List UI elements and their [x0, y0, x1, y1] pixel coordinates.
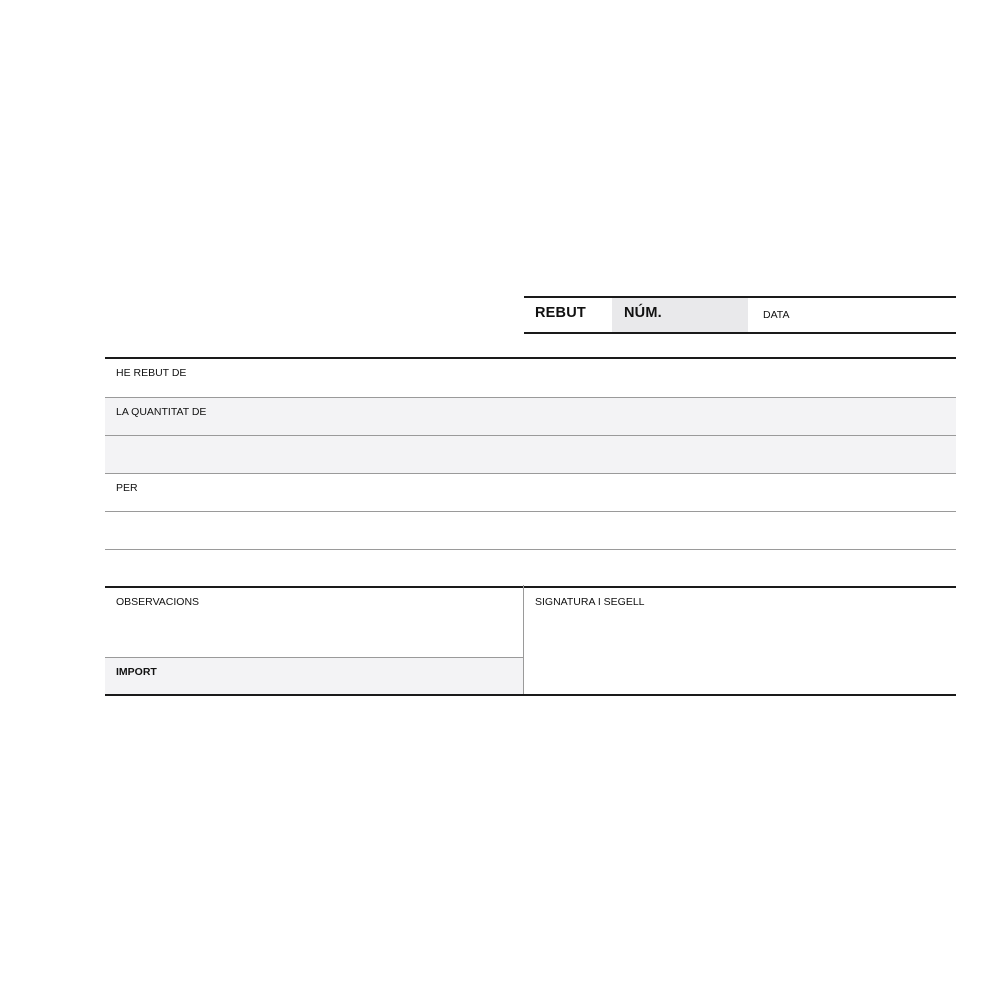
receipt-title: REBUT	[535, 305, 586, 321]
amount-label: LA QUANTITAT DE	[116, 406, 207, 418]
receipt-footer	[105, 585, 956, 696]
signature-field[interactable]	[524, 585, 956, 694]
concept-label: PER	[116, 482, 138, 494]
date-label: DATA	[763, 309, 790, 321]
concept-continuation-row-2[interactable]	[105, 550, 956, 588]
received-from-label: HE REBUT DE	[116, 367, 187, 379]
received-from-row[interactable]	[105, 359, 956, 398]
import-label: IMPORT	[116, 666, 157, 678]
receipt-number-label: NÚM.	[624, 305, 662, 321]
observations-label: OBSERVACIONS	[116, 596, 200, 608]
receipt-body	[105, 357, 956, 586]
receipt-header	[524, 296, 956, 334]
amount-continuation-row[interactable]	[105, 436, 956, 474]
import-field[interactable]	[105, 658, 524, 694]
amount-row[interactable]	[105, 398, 956, 436]
signature-label: SIGNATURA I SEGELL	[535, 596, 645, 608]
observations-field[interactable]	[105, 585, 524, 658]
concept-continuation-row[interactable]	[105, 512, 956, 550]
concept-row[interactable]	[105, 474, 956, 512]
